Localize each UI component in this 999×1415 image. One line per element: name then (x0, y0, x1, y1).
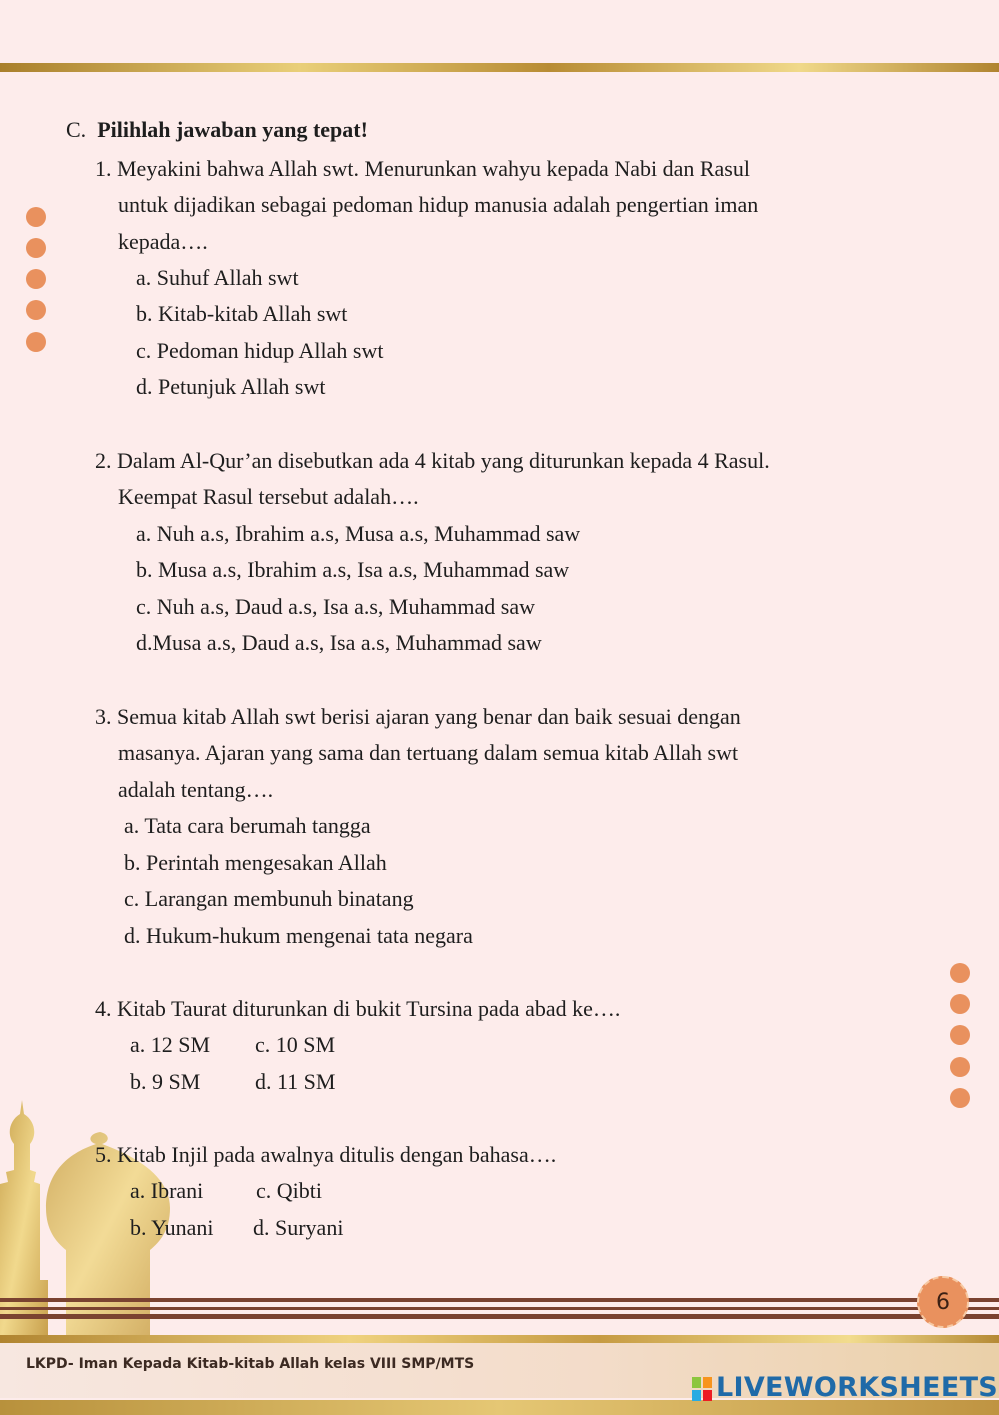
answer-option[interactable]: a. Ibrani (130, 1178, 204, 1203)
liveworksheets-watermark[interactable]: LIVEWORKSHEETS (716, 1372, 999, 1403)
answer-option[interactable]: a. Nuh a.s, Ibrahim a.s, Musa a.s, Muhammad saw (136, 521, 581, 546)
footer-stripe (0, 1314, 999, 1319)
answer-option[interactable]: c. Qibti (256, 1178, 322, 1203)
liveworksheets-logo-icon (692, 1377, 712, 1401)
answer-option[interactable]: a. Tata cara berumah tangga (124, 813, 371, 838)
answer-option[interactable]: b. Yunani (130, 1215, 214, 1240)
page-number: 6 (917, 1276, 969, 1328)
answer-option[interactable]: c. Larangan membunuh binatang (124, 886, 414, 911)
question-text: Keempat Rasul tersebut adalah…. (118, 484, 419, 509)
question-text: kepada…. (118, 229, 208, 254)
answer-option[interactable]: d. Suryani (253, 1215, 344, 1240)
section-instruction: Pilihlah jawaban yang tepat! (97, 117, 368, 142)
answer-option[interactable]: c. Pedoman hidup Allah swt (136, 338, 384, 363)
answer-option[interactable]: b. Kitab-kitab Allah swt (136, 301, 348, 326)
question-text: adalah tentang…. (118, 777, 274, 802)
question-text: untuk dijadikan sebagai pedoman hidup manusia adalah pengertian iman (118, 192, 759, 217)
decor-dot (950, 963, 970, 983)
footer-stripe (0, 1307, 999, 1310)
answer-option[interactable]: d. 11 SM (255, 1069, 336, 1094)
answer-option[interactable]: c. 10 SM (255, 1032, 336, 1057)
decor-dot (950, 1057, 970, 1077)
top-gold-stripe (0, 63, 999, 72)
answer-option[interactable]: b. Perintah mengesakan Allah (124, 850, 387, 875)
question-text: 1. Meyakini bahwa Allah swt. Menurunkan wahyu kepada Nabi dan Rasul (95, 156, 750, 181)
question-text: 5. Kitab Injil pada awalnya ditulis dengan bahasa…. (95, 1142, 557, 1167)
answer-option[interactable]: a. 12 SM (130, 1032, 211, 1057)
question-text: 2. Dalam Al-Qur’an disebutkan ada 4 kitab yang diturunkan kepada 4 Rasul. (95, 448, 770, 473)
question-text: 3. Semua kitab Allah swt berisi ajaran yang benar dan baik sesuai dengan (95, 704, 741, 729)
footer-title: LKPD- Iman Kepada Kitab-kitab Allah kelas VIII SMP/MTS (26, 1356, 475, 1372)
answer-option[interactable]: d. Petunjuk Allah swt (136, 374, 326, 399)
decor-dot (26, 332, 46, 352)
decor-dot (950, 1025, 970, 1045)
section-letter: C. (66, 117, 87, 142)
section-heading (66, 117, 368, 143)
answer-option[interactable]: b. 9 SM (130, 1069, 201, 1094)
decor-dot (26, 207, 46, 227)
answer-option[interactable]: b. Musa a.s, Ibrahim a.s, Isa a.s, Muhammad saw (136, 557, 570, 582)
footer-stripe (0, 1298, 999, 1302)
answer-option[interactable]: a. Suhuf Allah swt (136, 265, 299, 290)
decor-dot (26, 269, 46, 289)
footer-gold-stripe (0, 1335, 999, 1343)
decor-dot (26, 238, 46, 258)
decor-dot (950, 1088, 970, 1108)
question-text: masanya. Ajaran yang sama dan tertuang dalam semua kitab Allah swt (118, 740, 739, 765)
decor-dot (26, 300, 46, 320)
answer-option[interactable]: d. Hukum-hukum mengenai tata negara (124, 923, 473, 948)
decor-dot (950, 994, 970, 1014)
question-text: 4. Kitab Taurat diturunkan di bukit Tursina pada abad ke…. (95, 996, 621, 1021)
answer-option[interactable]: c. Nuh a.s, Daud a.s, Isa a.s, Muhammad saw (136, 594, 535, 619)
answer-option[interactable]: d.Musa a.s, Daud a.s, Isa a.s, Muhammad saw (136, 630, 542, 655)
